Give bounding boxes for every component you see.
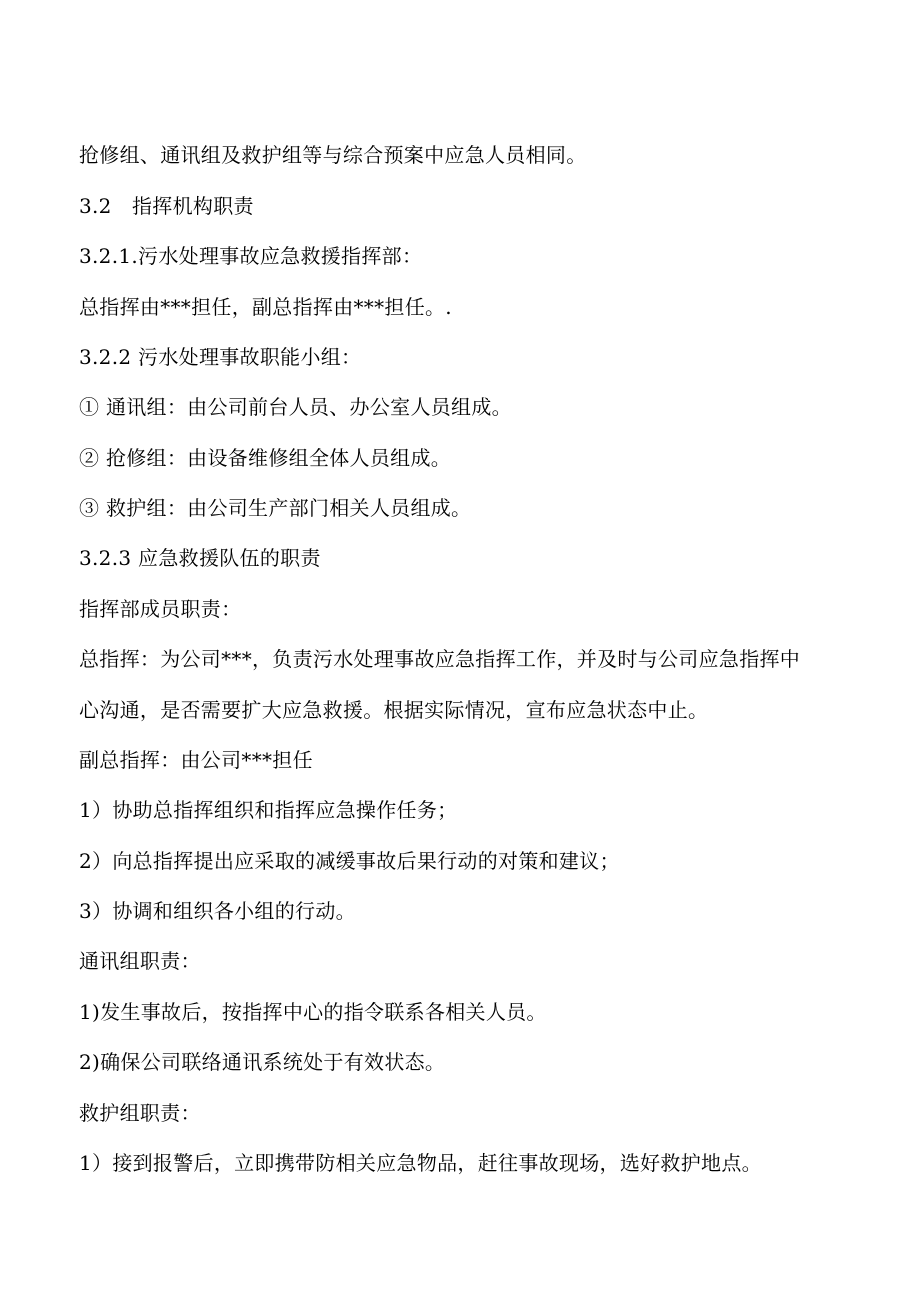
list-item: ① 通讯组：由公司前台人员、办公室人员组成。	[79, 395, 512, 419]
subsection-heading: 3.2.3 应急救援队伍的职责	[79, 546, 321, 570]
list-item: ③ 救护组：由公司生产部门相关人员组成。	[79, 496, 472, 520]
list-item: ② 抢修组：由设备维修组全体人员组成。	[79, 446, 452, 470]
paragraph-line: 指挥部成员职责：	[79, 597, 242, 621]
paragraph-line: 救护组职责：	[79, 1101, 201, 1125]
subsection-heading: 3.2.1.污水处理事故应急救援指挥部：	[79, 244, 423, 268]
section-heading: 3.2 指挥机构职责	[79, 194, 254, 218]
paragraph-line: 通讯组职责：	[79, 949, 201, 973]
list-item: 3）协调和组织各小组的行动。	[79, 899, 356, 923]
paragraph-line: 副总指挥：由公司***担任	[79, 748, 313, 772]
list-item: 2)确保公司联络通讯系统处于有效状态。	[79, 1050, 446, 1074]
list-item: 2）向总指挥提出应采取的减缓事故后果行动的对策和建议；	[79, 849, 620, 873]
paragraph-line: 总指挥由***担任，副总指挥由***担任。.	[79, 295, 452, 319]
paragraph-line: 总指挥：为公司***，负责污水处理事故应急指挥工作，并及时与公司应急指挥中	[79, 647, 801, 671]
subsection-heading: 3.2.2 污水处理事故职能小组：	[79, 345, 362, 369]
list-item: 1）接到报警后，立即携带防相关应急物品，赶往事故现场，选好救护地点。	[79, 1151, 762, 1175]
list-item: 1）协助总指挥组织和指挥应急操作任务；	[79, 798, 458, 822]
list-item: 1)发生事故后，按指挥中心的指令联系各相关人员。	[79, 1000, 547, 1024]
paragraph-line: 心沟通，是否需要扩大应急救援。根据实际情况，宣布应急状态中止。	[79, 698, 709, 722]
paragraph-line: 抢修组、通讯组及救护组等与综合预案中应急人员相同。	[79, 143, 587, 167]
